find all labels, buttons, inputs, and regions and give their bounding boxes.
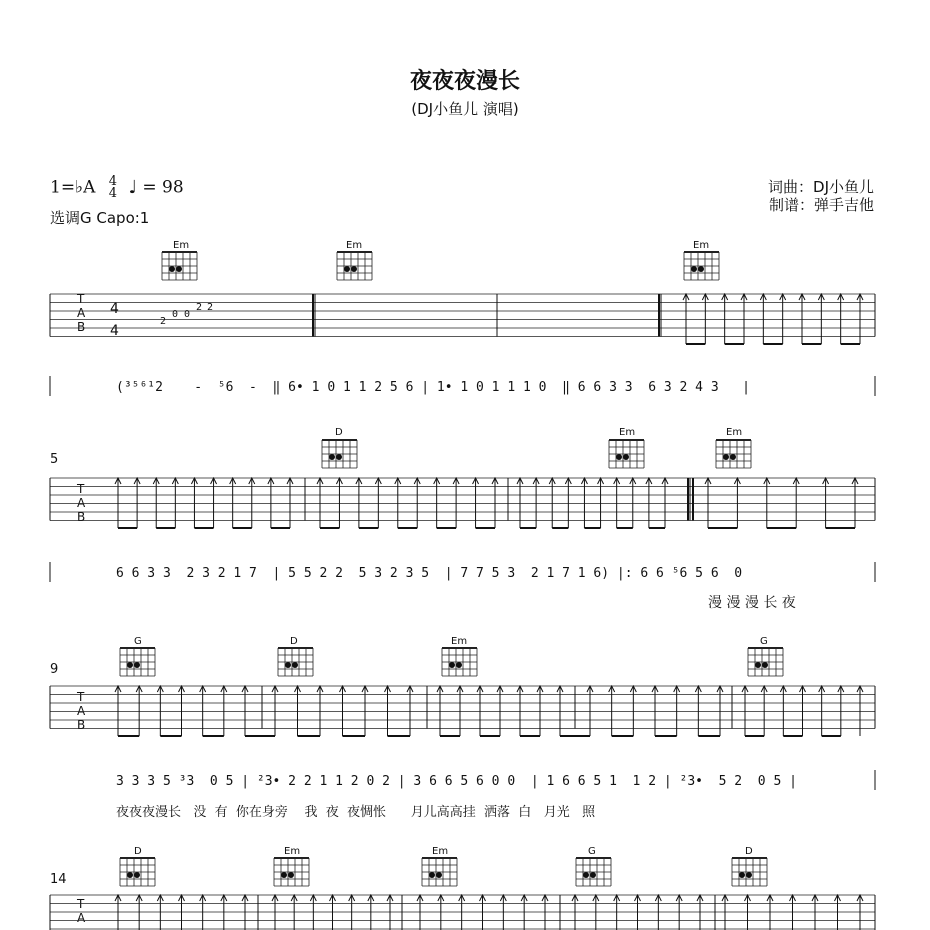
tab-clef: T A B: [77, 690, 86, 732]
chord-finger-dot: [449, 662, 455, 668]
fret-number: 0: [184, 309, 191, 320]
tab-clef: T A: [77, 897, 86, 925]
lyricist-credit: 词曲：DJ小鱼儿: [768, 178, 874, 196]
chord-name: G: [134, 636, 142, 647]
chord-name: D: [290, 636, 298, 647]
tab-clef: T A B: [77, 482, 86, 524]
chord-finger-dot: [616, 454, 622, 460]
chord-finger-dot: [436, 872, 442, 878]
chord-finger-dot: [691, 266, 697, 272]
chord-finger-dot: [285, 662, 291, 668]
chord-name: Em: [451, 636, 468, 647]
chord-name: Em: [173, 240, 190, 251]
time-signature-top: 4: [108, 174, 118, 189]
chord-finger-dot: [344, 266, 350, 272]
chord-name: D: [745, 846, 753, 857]
chord-name: G: [588, 846, 596, 857]
tab-time-signature: 4 4: [110, 301, 119, 339]
chord-finger-dot: [590, 872, 596, 878]
chord-name: D: [134, 846, 142, 857]
arranger-credit: 制谱：弹手吉他: [768, 196, 874, 214]
chord-finger-dot: [127, 872, 133, 878]
chord-finger-dot: [755, 662, 761, 668]
lyric-line: 夜夜夜漫长 没 有 你在身旁 我 夜 夜惆怅 月儿高高挂 洒落 白 月光 照: [116, 805, 596, 820]
chord-name: Em: [284, 846, 301, 857]
system-number-5: 5: [50, 452, 59, 467]
chord-finger-dot: [456, 662, 462, 668]
fret-number: 2: [207, 302, 214, 313]
song-title: 夜夜夜漫长: [409, 69, 520, 94]
chord-finger-dot: [623, 454, 629, 460]
fret-number: 2: [160, 316, 167, 327]
chord-name: Em: [619, 427, 636, 438]
chord-finger-dot: [329, 454, 335, 460]
chord-finger-dot: [723, 454, 729, 460]
chord-name: Em: [432, 846, 449, 857]
chord-name: Em: [726, 427, 743, 438]
chord-name: Em: [346, 240, 363, 251]
quarter-note-icon: ♩: [128, 176, 137, 198]
chord-finger-dot: [288, 872, 294, 878]
lyric-line: 漫 漫 漫 长 夜: [708, 595, 796, 611]
tempo: = 98: [142, 177, 184, 198]
chord-finger-dot: [762, 662, 768, 668]
chord-finger-dot: [127, 662, 133, 668]
chord-finger-dot: [746, 872, 752, 878]
chord-finger-dot: [169, 266, 175, 272]
chord-finger-dot: [134, 662, 140, 668]
chord-finger-dot: [429, 872, 435, 878]
chord-name: D: [335, 427, 343, 438]
fret-number: 2: [196, 302, 203, 313]
chord-finger-dot: [336, 454, 342, 460]
chord-finger-dot: [730, 454, 736, 460]
time-signature-bottom: 4: [108, 186, 118, 201]
fret-number: 0: [172, 309, 179, 320]
tab-clef: T A B: [77, 292, 86, 334]
chord-finger-dot: [292, 662, 298, 668]
chord-finger-dot: [281, 872, 287, 878]
chord-finger-dot: [698, 266, 704, 272]
key-signature: 1=♭A 4 4 ♩ = 98: [50, 174, 184, 201]
chord-finger-dot: [176, 266, 182, 272]
chord-finger-dot: [583, 872, 589, 878]
jianpu-line: 6 6 3 3 2 3 2 1 7 | 5 5 2 2 5 3 2 3 5 | 7 7 5 3 2 1 7 1 6) |: 6 6 ⁵6 5 6 0: [116, 566, 743, 581]
system-number-9: 9: [50, 662, 59, 677]
chord-finger-dot: [739, 872, 745, 878]
jianpu-line: 3 3 3 5 ³3 0 5 | ²3• 2 2 1 1 2 0 2 | 3 6 6 5 6 0 0 | 1 6 6 5 1 1 2 | ²3• 5 2 0 5 |: [116, 774, 797, 789]
chord-finger-dot: [134, 872, 140, 878]
capo-info: 选调G Capo:1: [50, 209, 150, 227]
chord-finger-dot: [351, 266, 357, 272]
song-subtitle: (DJ小鱼儿 演唱): [411, 100, 519, 118]
jianpu-line: (³⁵⁶¹2 - ⁵6 - ‖ 6• 1 0 1 1 2 5 6 | 1• 1 0 1 1 1 0 ‖ 6 6 3 3 6 3 2 4 3 |: [116, 380, 750, 395]
system-number-14: 14: [50, 872, 67, 887]
chord-name: Em: [693, 240, 710, 251]
chord-name: G: [760, 636, 768, 647]
